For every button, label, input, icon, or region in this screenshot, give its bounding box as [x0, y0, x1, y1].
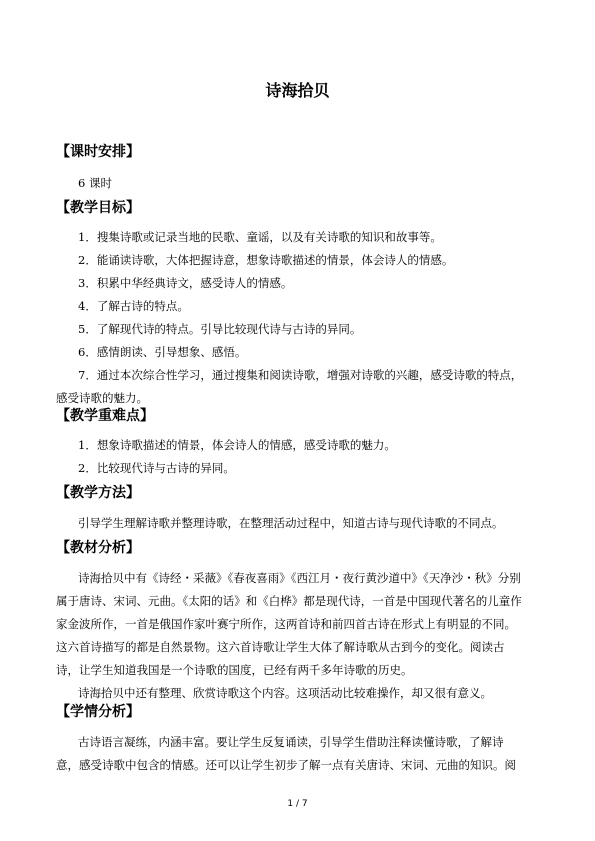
key-point-line: 2．比较现代诗与古诗的异同。 [78, 461, 235, 475]
analysis-line: 诗海拾贝中还有整理、欣赏诗歌这个内容。这项活动比较难操作，却又很有意义。 [78, 686, 492, 700]
student-analysis-line: 意，感受诗歌中包含的情感。还可以让学生初步了解一点有关唐诗、宋词、元曲的知识。阅 [56, 758, 516, 772]
objective-line: 5．了解现代诗的特点。引导比较现代诗与古诗的异同。 [78, 322, 362, 336]
section-heading-key-points: 【教学重难点】 [56, 408, 154, 424]
section-heading-schedule: 【课时安排】 [56, 144, 140, 160]
objective-line: 6．感情朗读、引导想象、感悟。 [78, 345, 247, 359]
analysis-line: 属于唐诗、宋词、元曲。《太阳的话》和《白桦》都是现代诗，一首是中国现代著名的儿童作 [56, 594, 522, 608]
objective-line: 3．积累中华经典诗文，感受诗人的情感。 [78, 276, 293, 290]
objective-line: 7．通过本次综合性学习，通过搜集和阅读诗歌，增强对诗歌的兴趣，感受诗歌的特点， [78, 368, 523, 382]
analysis-line: 这六首诗描写的都是自然景物。这六首诗歌让学生大体了解诗歌从古到今的变化。阅读古 [56, 640, 505, 654]
objective-line: 1．搜集诗歌或记录当地的民歌、童谣，以及有关诗歌的知识和故事等。 [78, 230, 442, 244]
objective-line: 2．能诵读诗歌，大体把握诗意，想象诗歌描述的情景，体会诗人的情感。 [78, 253, 454, 267]
page-number: 1 / 7 [287, 799, 308, 809]
objective-line: 4．了解古诗的特点。 [78, 299, 189, 313]
document-title: 诗海拾贝 [265, 81, 330, 100]
analysis-line: 诗海拾贝中有《诗经・采薇》《春夜喜雨》《西江月・夜行黄沙道中》《天净沙・秋》分别 [78, 571, 521, 585]
objective-line-continued: 感受诗歌的魅力。 [56, 391, 148, 405]
section-heading-methods: 【教学方法】 [56, 485, 140, 501]
analysis-line: 诗，让学生知道我国是一个诗歌的国度，已经有两千多年诗歌的历史。 [56, 663, 413, 677]
method-line: 引导学生理解诗歌并整理诗歌，在整理活动过程中，知道古诗与现代诗歌的不同点。 [78, 516, 504, 530]
section-heading-student-analysis: 【学情分析】 [56, 704, 140, 720]
section-heading-material-analysis: 【教材分析】 [56, 540, 140, 556]
student-analysis-line: 古诗语言凝练，内涵丰富。要让学生反复诵读，引导学生借助注释读懂诗歌，了解诗 [78, 735, 504, 749]
analysis-line: 家金波所作，一首是俄国作家叶赛宁所作，这两首诗和前四首古诗在形式上有明显的不同。 [56, 617, 516, 631]
key-point-line: 1．想象诗歌描述的情景，体会诗人的情感，感受诗歌的魅力。 [78, 438, 396, 452]
section-heading-objectives: 【教学目标】 [56, 200, 140, 216]
schedule-text: 6 课时 [78, 176, 112, 190]
